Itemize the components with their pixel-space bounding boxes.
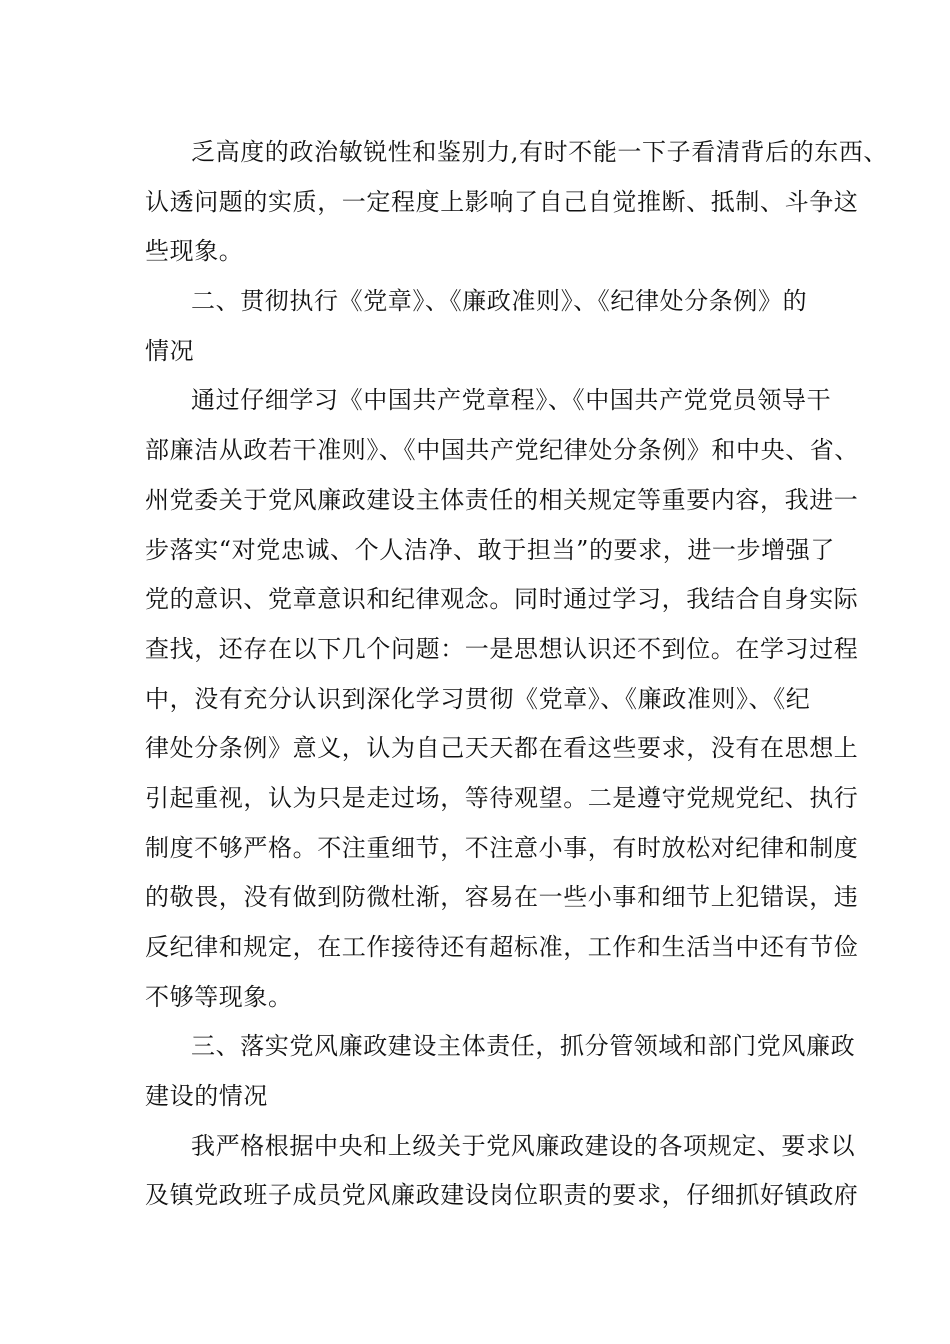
section-heading-line: 二、贯彻执行《党章》、《廉政准则》、《纪律处分条例》的: [191, 287, 808, 316]
text-line: 律处分条例》意义，认为自己天天都在看这些要求，没有在思想上: [145, 734, 859, 763]
text-line: 制度不够严格。不注重细节，不注意小事，有时放松对纪律和制度: [145, 833, 859, 862]
text-line: 查找，还存在以下几个问题：一是思想认识还不到位。在学习过程: [145, 634, 859, 663]
text-line: 通过仔细学习《中国共产党章程》、《中国共产党党员领导干: [191, 386, 832, 415]
text-line: 认透问题的实质，一定程度上影响了自己自觉推断、抵制、斗争这: [145, 187, 859, 216]
text-line: 的敬畏，没有做到防微杜渐，容易在一些小事和细节上犯错误，违: [145, 883, 859, 912]
text-line: 乏高度的政治敏锐性和鉴别力,有时不能一下子看清背后的东西、: [191, 138, 889, 166]
text-line: 引起重视，认为只是走过场，等待观望。二是遵守党规党纪、执行: [145, 783, 859, 812]
text-line: 及镇党政班子成员党风廉政建设岗位职责的要求，仔细抓好镇政府: [145, 1181, 859, 1210]
document-body: [145, 128, 889, 1221]
text-line: 部廉洁从政若干准则》、《中国共产党纪律处分条例》和中央、省、: [145, 436, 859, 465]
section-heading-line: 情况: [145, 336, 195, 365]
text-line: 州党委关于党风廉政建设主体责任的相关规定等重要内容，我进一: [145, 485, 859, 514]
text-line: 步落实“对党忠诚、个人洁净、敢于担当”的要求，进一步增强了: [145, 535, 835, 564]
text-line: 我严格根据中央和上级关于党风廉政建设的各项规定、要求以: [191, 1131, 856, 1160]
text-line: 反纪律和规定，在工作接待还有超标准，工作和生活当中还有节俭: [145, 933, 859, 961]
text-line: 党的意识、党章意识和纪律观念。同时通过学习，我结合自身实际: [145, 585, 859, 614]
section-heading-line: 建设的情况: [145, 1082, 268, 1111]
text-line: 中，没有充分认识到深化学习贯彻《党章》、《廉政准则》、《纪: [145, 684, 811, 713]
text-line: 不够等现象。: [145, 982, 293, 1011]
text-line: 些现象。: [145, 237, 244, 266]
section-heading-line: 三、落实党风廉政建设主体责任，抓分管领域和部门党风廉政: [191, 1032, 856, 1061]
